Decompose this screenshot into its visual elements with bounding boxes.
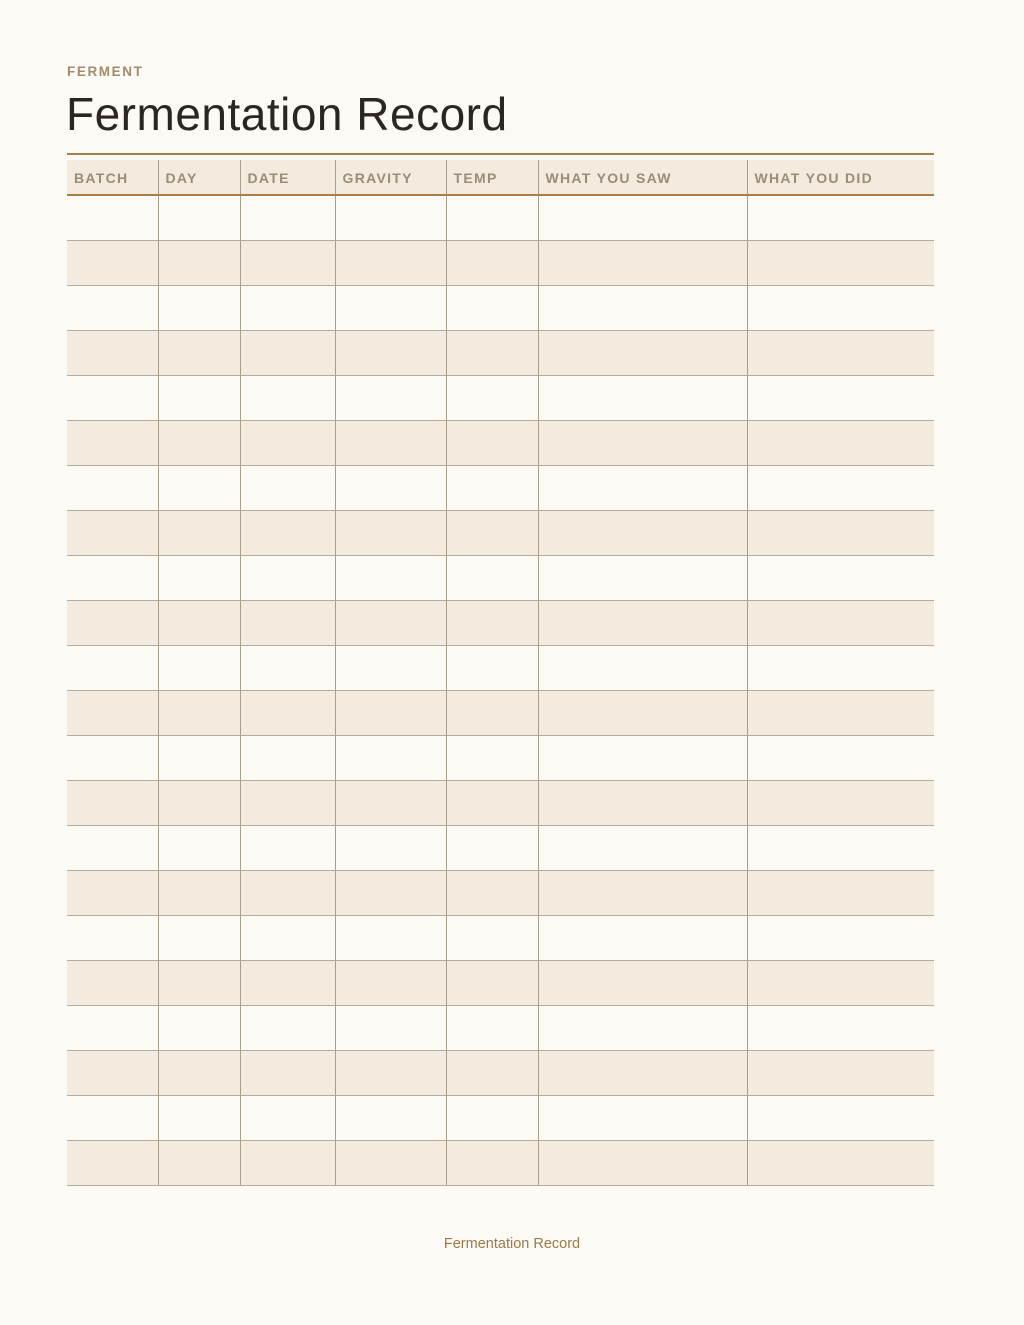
column-header-what-you-did: WHAT YOU DID xyxy=(747,160,934,195)
table-cell[interactable] xyxy=(446,915,538,960)
table-cell[interactable] xyxy=(538,780,747,825)
table-cell[interactable] xyxy=(158,1050,240,1095)
table-cell[interactable] xyxy=(538,645,747,690)
table-cell[interactable] xyxy=(67,960,158,1005)
table-cell[interactable] xyxy=(747,915,934,960)
table-cell[interactable] xyxy=(240,825,335,870)
table-cell[interactable] xyxy=(538,735,747,780)
table-cell[interactable] xyxy=(335,870,446,915)
table-row xyxy=(67,375,934,420)
table-cell[interactable] xyxy=(335,780,446,825)
table-row xyxy=(67,1005,934,1050)
table-row xyxy=(67,600,934,645)
table-cell[interactable] xyxy=(538,555,747,600)
table-row xyxy=(67,690,934,735)
column-header-batch: BATCH xyxy=(67,160,158,195)
table-cell[interactable] xyxy=(538,1140,747,1185)
table-cell[interactable] xyxy=(747,825,934,870)
table-cell[interactable] xyxy=(446,465,538,510)
table-cell[interactable] xyxy=(67,285,158,330)
table-cell[interactable] xyxy=(335,1095,446,1140)
table-row xyxy=(67,285,934,330)
table-cell[interactable] xyxy=(747,645,934,690)
table-cell[interactable] xyxy=(446,375,538,420)
table-cell[interactable] xyxy=(67,645,158,690)
table-cell[interactable] xyxy=(240,510,335,555)
table-cell[interactable] xyxy=(158,645,240,690)
table-row xyxy=(67,960,934,1005)
table-cell[interactable] xyxy=(67,780,158,825)
table-cell[interactable] xyxy=(747,375,934,420)
table-cell[interactable] xyxy=(747,690,934,735)
table-cell[interactable] xyxy=(538,420,747,465)
table-cell[interactable] xyxy=(158,330,240,375)
table-cell[interactable] xyxy=(158,240,240,285)
table-cell[interactable] xyxy=(240,555,335,600)
table-cell[interactable] xyxy=(67,375,158,420)
column-header-day: DAY xyxy=(158,160,240,195)
table-cell[interactable] xyxy=(538,915,747,960)
table-cell[interactable] xyxy=(747,870,934,915)
table-cell[interactable] xyxy=(335,375,446,420)
table-cell[interactable] xyxy=(240,735,335,780)
column-header-temp: TEMP xyxy=(446,160,538,195)
table-cell[interactable] xyxy=(538,465,747,510)
table-cell[interactable] xyxy=(747,420,934,465)
table-cell[interactable] xyxy=(538,825,747,870)
table-cell[interactable] xyxy=(67,195,158,240)
table-cell[interactable] xyxy=(67,420,158,465)
table-cell[interactable] xyxy=(538,510,747,555)
fermentation-log-table xyxy=(67,160,934,1186)
table-cell[interactable] xyxy=(446,195,538,240)
table-cell[interactable] xyxy=(335,1005,446,1050)
table-cell[interactable] xyxy=(158,420,240,465)
table-cell[interactable] xyxy=(446,510,538,555)
table-header-row xyxy=(67,160,934,195)
table-row xyxy=(67,1095,934,1140)
table-cell[interactable] xyxy=(67,600,158,645)
table-cell[interactable] xyxy=(240,1095,335,1140)
table-cell[interactable] xyxy=(240,1140,335,1185)
column-header-gravity: GRAVITY xyxy=(335,160,446,195)
table-cell[interactable] xyxy=(67,510,158,555)
table-cell[interactable] xyxy=(335,825,446,870)
table-cell[interactable] xyxy=(158,600,240,645)
table-cell[interactable] xyxy=(240,285,335,330)
table-cell[interactable] xyxy=(747,780,934,825)
table-cell[interactable] xyxy=(446,960,538,1005)
table-cell[interactable] xyxy=(747,555,934,600)
table-cell[interactable] xyxy=(67,555,158,600)
table-cell[interactable] xyxy=(240,690,335,735)
table-cell[interactable] xyxy=(538,195,747,240)
table-cell[interactable] xyxy=(67,330,158,375)
table-cell[interactable] xyxy=(747,330,934,375)
table-cell[interactable] xyxy=(747,195,934,240)
table-cell[interactable] xyxy=(158,1005,240,1050)
table-cell[interactable] xyxy=(747,1050,934,1095)
table-cell[interactable] xyxy=(446,645,538,690)
table-body xyxy=(67,195,934,1185)
section-label: FERMENT xyxy=(67,64,144,79)
table-cell[interactable] xyxy=(158,1095,240,1140)
table-cell[interactable] xyxy=(240,420,335,465)
table-cell[interactable] xyxy=(67,465,158,510)
table-cell[interactable] xyxy=(335,510,446,555)
table-cell[interactable] xyxy=(747,735,934,780)
table-cell[interactable] xyxy=(747,1140,934,1185)
table-cell[interactable] xyxy=(335,1050,446,1095)
page-title: Fermentation Record xyxy=(66,88,508,140)
table-cell[interactable] xyxy=(240,645,335,690)
table-cell[interactable] xyxy=(446,1005,538,1050)
table-row xyxy=(67,780,934,825)
table-cell[interactable] xyxy=(67,825,158,870)
table-cell[interactable] xyxy=(446,1050,538,1095)
table-row xyxy=(67,915,934,960)
table-cell[interactable] xyxy=(538,600,747,645)
table-cell[interactable] xyxy=(335,915,446,960)
table-cell[interactable] xyxy=(158,870,240,915)
table-cell[interactable] xyxy=(240,195,335,240)
table-cell[interactable] xyxy=(335,735,446,780)
table-cell[interactable] xyxy=(747,960,934,1005)
table-cell[interactable] xyxy=(240,870,335,915)
table-cell[interactable] xyxy=(538,960,747,1005)
table-cell[interactable] xyxy=(240,465,335,510)
table-cell[interactable] xyxy=(158,915,240,960)
table-cell[interactable] xyxy=(67,1140,158,1185)
table-cell[interactable] xyxy=(538,690,747,735)
table-cell[interactable] xyxy=(240,915,335,960)
table-cell[interactable] xyxy=(240,1050,335,1095)
table-row xyxy=(67,240,934,285)
table-cell[interactable] xyxy=(158,960,240,1005)
table-row xyxy=(67,645,934,690)
table-cell[interactable] xyxy=(747,285,934,330)
table-row xyxy=(67,420,934,465)
table-cell[interactable] xyxy=(158,465,240,510)
table-cell[interactable] xyxy=(67,735,158,780)
table-cell[interactable] xyxy=(240,960,335,1005)
table-cell[interactable] xyxy=(240,780,335,825)
table-cell[interactable] xyxy=(335,240,446,285)
table-cell[interactable] xyxy=(538,1005,747,1050)
table-row xyxy=(67,735,934,780)
table-cell[interactable] xyxy=(240,1005,335,1050)
column-header-date: DATE xyxy=(240,160,335,195)
table-cell[interactable] xyxy=(158,690,240,735)
table-cell[interactable] xyxy=(158,780,240,825)
table-row xyxy=(67,825,934,870)
table-cell[interactable] xyxy=(67,1095,158,1140)
table-cell[interactable] xyxy=(446,735,538,780)
table-cell[interactable] xyxy=(446,690,538,735)
table-cell[interactable] xyxy=(446,420,538,465)
table-cell[interactable] xyxy=(67,1050,158,1095)
table-cell[interactable] xyxy=(335,960,446,1005)
table-cell[interactable] xyxy=(538,870,747,915)
table-cell[interactable] xyxy=(67,690,158,735)
table-cell[interactable] xyxy=(538,1095,747,1140)
table-cell[interactable] xyxy=(446,1095,538,1140)
table-cell[interactable] xyxy=(158,1140,240,1185)
table-cell[interactable] xyxy=(747,600,934,645)
table-cell[interactable] xyxy=(158,285,240,330)
table-cell[interactable] xyxy=(335,330,446,375)
table-row xyxy=(67,510,934,555)
table-row xyxy=(67,330,934,375)
table-row xyxy=(67,195,934,240)
table-cell[interactable] xyxy=(158,375,240,420)
table-cell[interactable] xyxy=(67,240,158,285)
table-cell[interactable] xyxy=(747,510,934,555)
table-cell[interactable] xyxy=(335,690,446,735)
table-cell[interactable] xyxy=(335,600,446,645)
column-header-what-you-saw: WHAT YOU SAW xyxy=(538,160,747,195)
table-cell[interactable] xyxy=(747,1005,934,1050)
table-cell[interactable] xyxy=(67,870,158,915)
table-cell[interactable] xyxy=(158,825,240,870)
table-cell[interactable] xyxy=(158,510,240,555)
table-cell[interactable] xyxy=(446,1140,538,1185)
table-row xyxy=(67,1050,934,1095)
table-cell[interactable] xyxy=(335,195,446,240)
table-cell[interactable] xyxy=(446,825,538,870)
table-row xyxy=(67,1140,934,1185)
table-cell[interactable] xyxy=(240,240,335,285)
table-cell[interactable] xyxy=(335,420,446,465)
table-cell[interactable] xyxy=(538,240,747,285)
table-cell[interactable] xyxy=(747,1095,934,1140)
table-row xyxy=(67,465,934,510)
table-cell[interactable] xyxy=(446,285,538,330)
table-cell[interactable] xyxy=(538,375,747,420)
table-cell[interactable] xyxy=(335,285,446,330)
table-cell[interactable] xyxy=(335,645,446,690)
table-cell[interactable] xyxy=(158,555,240,600)
table-cell[interactable] xyxy=(240,375,335,420)
page-footer: Fermentation Record xyxy=(443,1236,581,1252)
table-cell[interactable] xyxy=(240,600,335,645)
table-cell[interactable] xyxy=(446,780,538,825)
table-cell[interactable] xyxy=(335,465,446,510)
table-row xyxy=(67,870,934,915)
table-cell[interactable] xyxy=(240,330,335,375)
table-cell[interactable] xyxy=(747,465,934,510)
table-cell[interactable] xyxy=(158,195,240,240)
table-cell[interactable] xyxy=(747,240,934,285)
table-cell[interactable] xyxy=(446,240,538,285)
table-cell[interactable] xyxy=(335,1140,446,1185)
table-cell[interactable] xyxy=(538,1050,747,1095)
table-cell[interactable] xyxy=(538,285,747,330)
table-cell[interactable] xyxy=(158,735,240,780)
table-cell[interactable] xyxy=(446,870,538,915)
table-cell[interactable] xyxy=(67,915,158,960)
title-rule xyxy=(67,153,934,155)
table-cell[interactable] xyxy=(538,330,747,375)
table-cell[interactable] xyxy=(67,1005,158,1050)
table-cell[interactable] xyxy=(446,600,538,645)
table-cell[interactable] xyxy=(335,555,446,600)
table-row xyxy=(67,555,934,600)
table-cell[interactable] xyxy=(446,555,538,600)
table-cell[interactable] xyxy=(446,330,538,375)
